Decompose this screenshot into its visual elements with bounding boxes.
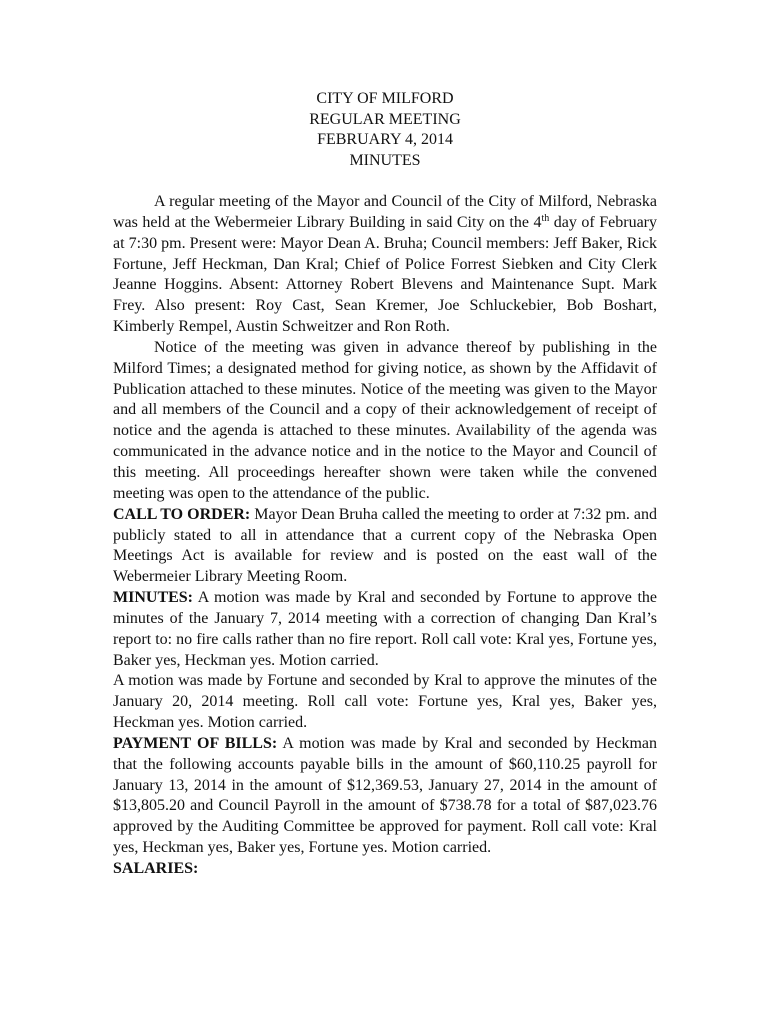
call-to-order-heading: CALL TO ORDER:: [113, 505, 251, 523]
payment-of-bills-section: [113, 734, 657, 859]
meeting-date: FEBRUARY 4, 2014: [317, 131, 453, 149]
intro-text-2: day of February at 7:30 pm. Present were: Mayor Dean A. Bruha; Council members: Jeff Baker, Rick Fortune, Jeff Heckman, Dan Kral; Chief of Police Forrest Siebken and City Clerk Jeanne Hoggins. Absent: Attorney Robert Blevens and Maintenance Supt. Mark Frey. Also present: Roy Cast, Sean Kremer, Joe Schluckebier, Bob Boshart, Kimberly Rempel, Austin Schweitzer and Ron Roth.: [113, 213, 657, 336]
document-body: [113, 192, 657, 880]
city-name: CITY OF MILFORD: [316, 90, 454, 107]
notice-paragraph: Notice of the meeting was given in advance thereof by publishing in the Milford Times; a designated method for giving notice, as shown by the Affidavit of Publication attached to these minutes. Notice of the meeting was given to the Mayor and all members of the Council and a copy of their acknowledgement of receipt of notice and the agenda is attached to these minutes. Availability of the agenda was communicated in the advance notice and in the notice to the Mayor and Council of this meeting. All proceedings hereafter shown were taken while the convened meeting was open to the attendance of the public.: [113, 338, 657, 502]
intro-paragraph: [113, 192, 657, 338]
salaries-section: [113, 859, 657, 880]
document-header: [0, 89, 770, 171]
salaries-heading: SALARIES:: [113, 860, 199, 877]
payment-of-bills-heading: PAYMENT OF BILLS:: [113, 734, 278, 752]
intro-superscript: th: [541, 212, 550, 224]
call-to-order-section: [113, 505, 657, 588]
call-to-order-text: Mayor Dean Bruha called the meeting to order at 7:32 pm. and publicly stated to all in attendance that a current copy of the Nebraska Open Meetings Act is available for review and is posted on the east wall of the Webermeier Library Meeting Room.: [113, 505, 658, 586]
minutes-heading: MINUTES:: [113, 589, 194, 607]
minutes-text: A motion was made by Kral and seconded by Fortune to approve the minutes of the January 7, 2014 meeting with a correction of changing Dan Kral’s report to: no fire calls rather than no fire report. Roll call vote: Kral yes, Fortune yes, Baker yes, Heckman yes. Motion carried.: [113, 589, 657, 669]
minutes-section: [113, 588, 657, 671]
minutes-second-motion: A motion was made by Fortune and seconded by Kral to approve the minutes of the January 20, 2014 meeting. Roll call vote: Fortune yes, Kral yes, Baker yes, Heckman yes. Motion carried.: [113, 672, 657, 732]
payment-of-bills-text: A motion was made by Kral and seconded by Heckman that the following accounts payable bills in the amount of $60,110.25 payroll for January 13, 2014 in the amount of $12,369.53, January 27, 2014 in the amount of $13,805.20 and Council Payroll in the amount of $738.78 for a total of $87,023.76 approved by the Auditing Committee be approved for payment. Roll call vote: Kral yes, Heckman yes, Baker yes, Fortune yes. Motion carried.: [113, 734, 657, 857]
meeting-type: REGULAR MEETING: [309, 110, 461, 128]
intro-text-1: A regular meeting of the Mayor and Council of the City of Milford, Nebraska was held at the Webermeier Library Building in said City on the 4: [113, 193, 657, 231]
document-type: MINUTES: [349, 151, 421, 169]
